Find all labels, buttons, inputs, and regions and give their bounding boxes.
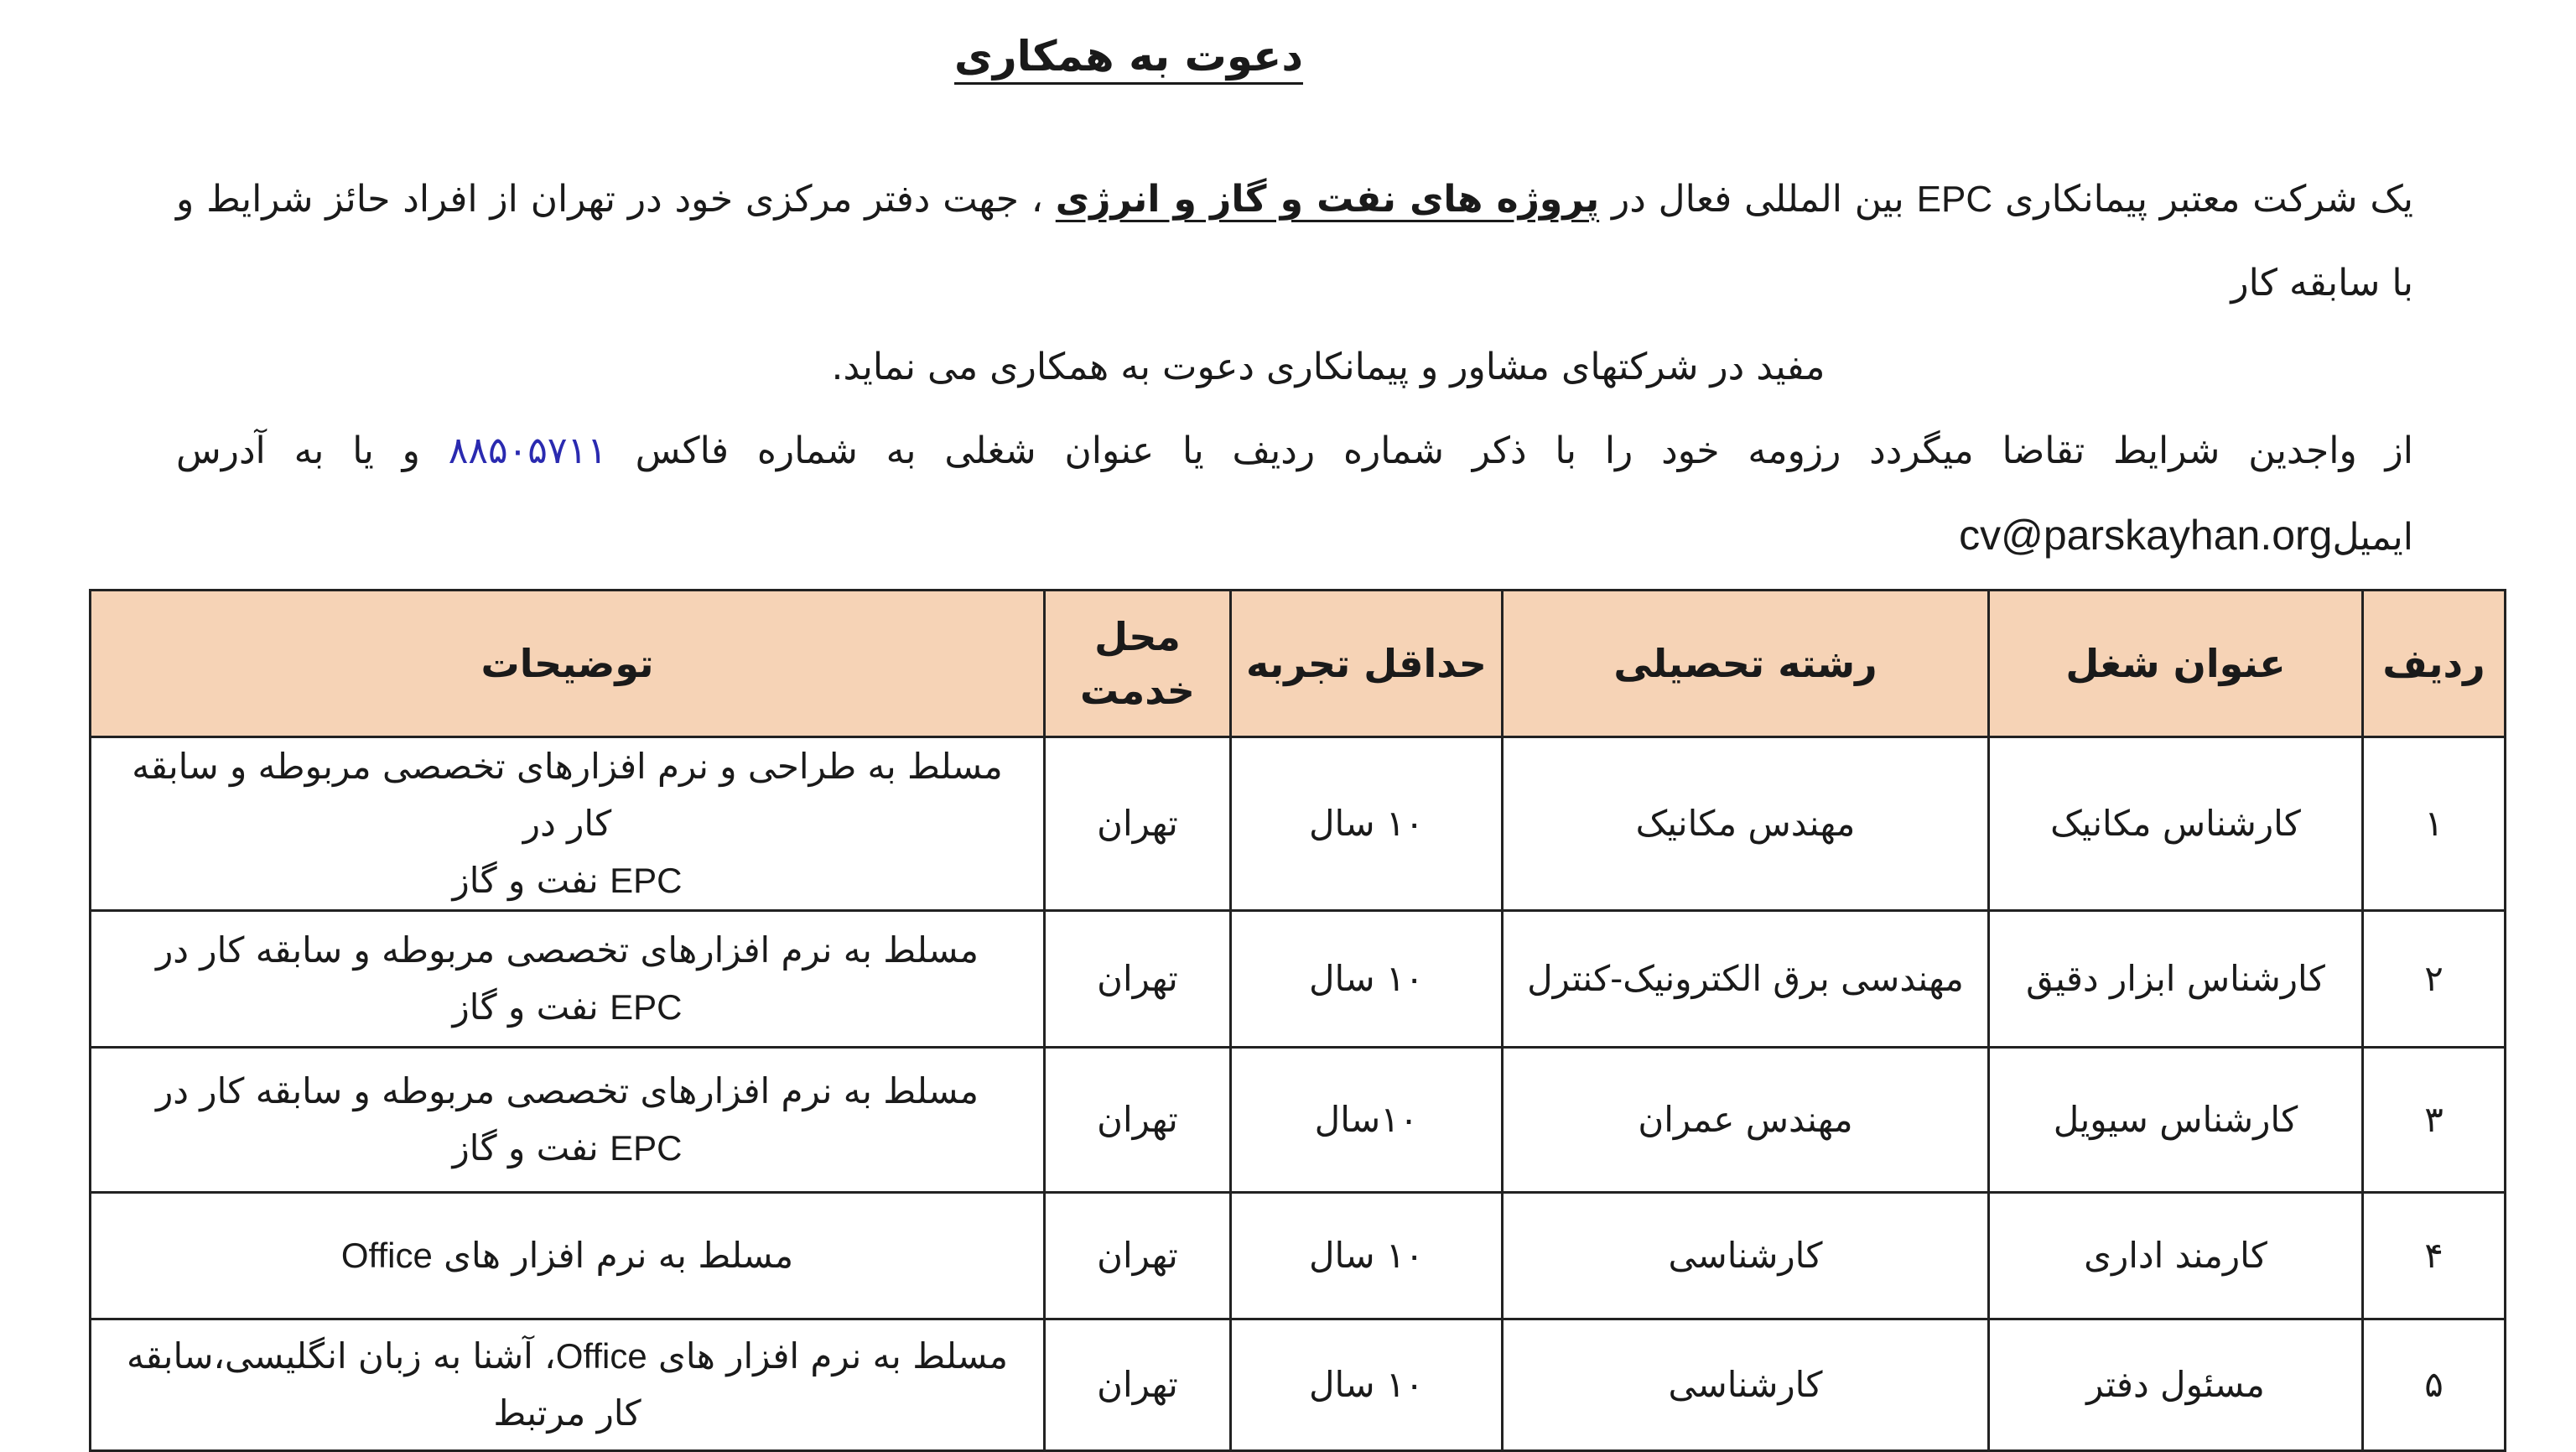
cell-row-number: ۵ [2363,1319,2506,1451]
email-address[interactable]: cv@parskayhan.org [1959,512,2333,559]
page-title-text: دعوت به همکاری [954,32,1303,81]
desc-text-end: نفت و گاز [452,1127,610,1168]
header-location [1045,591,1231,737]
cell-job-title: کارشناس سیویل [1989,1048,2363,1193]
header-location-line1: محل [1094,614,1181,659]
cell-field-of-study: مهندس عمران [1503,1048,1989,1193]
desc-text: مسلط به نرم افزارهای تخصصی مربوطه و سابقه کار در [155,1070,979,1111]
intro-highlight: پروژه های نفت و گاز و انرژی [1055,178,1600,221]
desc-text: مسلط به نرم افزارهای تخصصی مربوطه و سابقه کار در [155,929,979,971]
intro-line1-part-b: بین المللی فعال در [1599,178,1917,221]
cell-field-of-study: مهندس مکانیک [1503,737,1989,911]
cell-experience: ۱۰سال [1231,1048,1503,1193]
cell-description [91,911,1045,1048]
desc-office: Office [555,1336,647,1376]
desc-office: Office [340,1236,433,1275]
intro-line3-part-a: از واجدین شرایط تقاضا میگردد رزومه خود را با ذکر شماره ردیف یا عنوان شغلی به شماره فاکس [606,429,2413,472]
fax-number: ۸۸۵۰۵۷۱۱ [448,429,607,472]
header-min-experience: حداقل تجربه [1231,591,1503,737]
jobs-table [89,589,2506,1452]
cell-row-number: ۳ [2363,1048,2506,1193]
header-description: توضیحات [91,591,1045,737]
desc-text: مسلط به طراحی و نرم افزارهای تخصصی مربوطه و سابقه کار در [132,746,1003,844]
cell-field-of-study: کارشناسی [1503,1319,1989,1451]
intro-line1-part-a: یک شرکت معتبر پیمانکاری [1992,178,2413,221]
page-title [0,32,2576,81]
desc-text: مسلط به نرم افزار های [432,1235,794,1276]
cell-location: تهران [1045,1048,1231,1193]
header-row-number: ردیف [2363,591,2506,737]
desc-epc: EPC [610,1128,683,1168]
table-row [91,1048,2506,1193]
cell-row-number: ۲ [2363,911,2506,1048]
table-row [91,737,2506,911]
desc-text-end: نفت و گاز [452,860,610,901]
intro-text [176,158,2413,664]
cell-description [91,1319,1045,1451]
table-row [91,1193,2506,1319]
desc-text-end: ، آشنا به زبان انگلیسی،سابقه کار مرتبط [127,1335,641,1434]
cell-field-of-study: کارشناسی [1503,1193,1989,1319]
cell-location: تهران [1045,1319,1231,1451]
intro-paragraph-2: مفید در شرکتهای مشاور و پیمانکاری دعوت به همکاری می نماید. [831,346,1826,388]
desc-text: مسلط به نرم افزار های [647,1335,1008,1377]
cell-description [91,737,1045,911]
cell-job-title: کارمند اداری [1989,1193,2363,1319]
table-row [91,911,2506,1048]
cell-row-number: ۴ [2363,1193,2506,1319]
cell-experience: ۱۰ سال [1231,911,1503,1048]
cell-job-title: مسئول دفتر [1989,1319,2363,1451]
desc-epc: EPC [610,861,683,900]
cell-location: تهران [1045,911,1231,1048]
table-header-row [91,591,2506,737]
intro-paragraph-3 [176,409,2413,580]
cell-field-of-study: مهندسی برق الکترونیک-کنترل [1503,911,1989,1048]
cell-job-title: کارشناس ابزار دقیق [1989,911,2363,1048]
cell-experience: ۱۰ سال [1231,1319,1503,1451]
header-job-title: عنوان شغل [1989,591,2363,737]
cell-description [91,1193,1045,1319]
table-row [91,1319,2506,1451]
cell-description [91,1048,1045,1193]
desc-epc: EPC [610,987,683,1027]
cell-job-title: کارشناس مکانیک [1989,737,2363,911]
cell-location: تهران [1045,737,1231,911]
header-location-line2: خدمت [1080,668,1195,713]
intro-line3-part-b: و یا به آدرس ایمیل [176,429,2413,559]
intro-epc: EPC [1916,179,1993,220]
desc-text-end: نفت و گاز [452,986,610,1028]
intro-paragraph-1 [176,158,2413,325]
intro-line1-part-c: ، جهت دفتر مرکزی خود در تهران از افراد حائز شرایط و با سابقه کار [176,178,2413,304]
cell-experience: ۱۰ سال [1231,1193,1503,1319]
cell-location: تهران [1045,1193,1231,1319]
header-field-of-study: رشته تحصیلی [1503,591,1989,737]
cell-row-number: ۱ [2363,737,2506,911]
cell-experience: ۱۰ سال [1231,737,1503,911]
